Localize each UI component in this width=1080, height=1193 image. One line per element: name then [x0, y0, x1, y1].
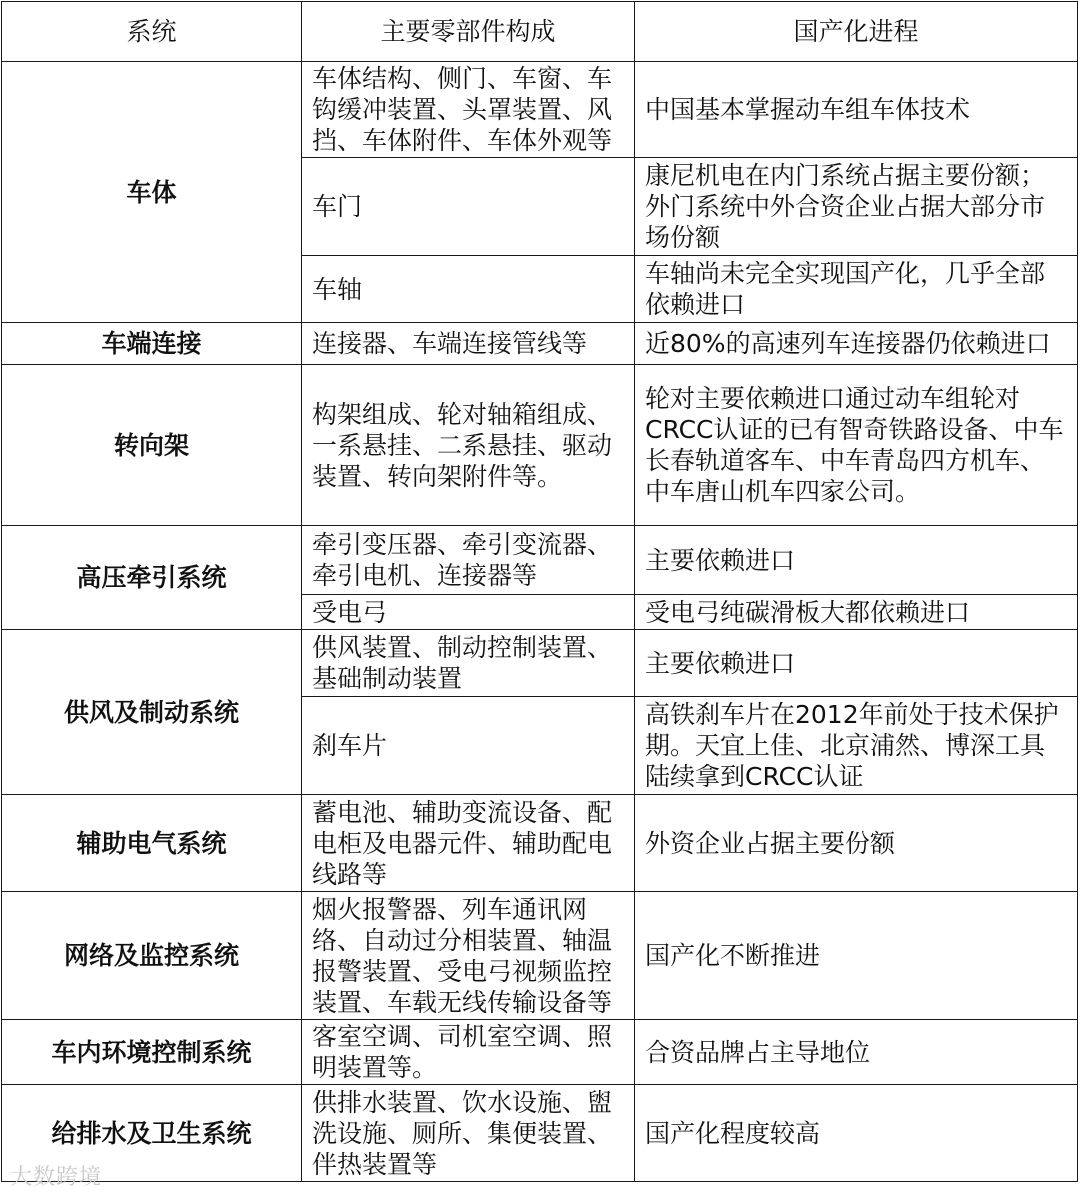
parts-cell: 牵引变压器、牵引变流器、牵引电机、连接器等 [302, 526, 635, 595]
system-cell: 辅助电气系统 [2, 795, 302, 892]
parts-table [1, 1, 1078, 1182]
table-row [2, 365, 1078, 526]
system-cell: 高压牵引系统 [2, 526, 302, 630]
parts-cell: 连接器、车端连接管线等 [302, 323, 635, 365]
system-cell: 车内环境控制系统 [2, 1020, 302, 1085]
system-cell: 车体 [2, 62, 302, 323]
header-parts: 主要零部件构成 [302, 2, 635, 62]
table-row [2, 323, 1078, 365]
parts-cell: 刹车片 [302, 697, 635, 795]
header-system: 系统 [2, 2, 302, 62]
parts-cell: 蓄电池、辅助变流设备、配电柜及电器元件、辅助配电线路等 [302, 795, 635, 892]
system-cell: 车端连接 [2, 323, 302, 365]
progress-cell: 受电弓纯碳滑板大都依赖进口 [635, 595, 1078, 630]
table-row [2, 62, 1078, 158]
parts-cell: 受电弓 [302, 595, 635, 630]
table-row [2, 795, 1078, 892]
system-cell: 网络及监控系统 [2, 892, 302, 1020]
parts-cell: 客室空调、司机室空调、照明装置等。 [302, 1020, 635, 1085]
progress-cell: 车轴尚未完全实现国产化，几乎全部依赖进口 [635, 256, 1078, 323]
progress-cell: 高铁刹车片在2012年前处于技术保护期。天宜上佳、北京浦然、博深工具陆续拿到CRCC认证 [635, 697, 1078, 795]
system-cell: 供风及制动系统 [2, 630, 302, 795]
table-header-row [2, 2, 1078, 62]
system-cell: 给排水及卫生系统 [2, 1085, 302, 1182]
parts-cell: 车门 [302, 158, 635, 256]
table-row [2, 892, 1078, 1020]
parts-cell: 供风装置、制动控制装置、基础制动装置 [302, 630, 635, 697]
table-row [2, 526, 1078, 595]
progress-cell: 外资企业占据主要份额 [635, 795, 1078, 892]
progress-cell: 合资品牌占主导地位 [635, 1020, 1078, 1085]
table-row [2, 1020, 1078, 1085]
parts-cell: 供排水装置、饮水设施、盥洗设施、厕所、集便装置、伴热装置等 [302, 1085, 635, 1182]
system-cell: 转向架 [2, 365, 302, 526]
parts-cell: 烟火报警器、列车通讯网络、自动过分相装置、轴温报警装置、受电弓视频监控装置、车载无线传输设备等 [302, 892, 635, 1020]
table-row [2, 630, 1078, 697]
parts-cell: 车体结构、侧门、车窗、车钩缓冲装置、头罩装置、风挡、车体附件、车体外观等 [302, 62, 635, 158]
progress-cell: 国产化程度较高 [635, 1085, 1078, 1182]
progress-cell: 近80%的高速列车连接器仍依赖进口 [635, 323, 1078, 365]
progress-cell: 中国基本掌握动车组车体技术 [635, 62, 1078, 158]
parts-cell: 车轴 [302, 256, 635, 323]
progress-cell: 国产化不断推进 [635, 892, 1078, 1020]
parts-cell: 构架组成、轮对轴箱组成、一系悬挂、二系悬挂、驱动装置、转向架附件等。 [302, 365, 635, 526]
table-row [2, 1085, 1078, 1182]
progress-cell: 主要依赖进口 [635, 630, 1078, 697]
progress-cell: 轮对主要依赖进口通过动车组轮对CRCC认证的已有智奇铁路设备、中车长春轨道客车、中车青岛四方机车、中车唐山机车四家公司。 [635, 365, 1078, 526]
watermark: 大数跨境 [10, 1165, 103, 1190]
header-progress: 国产化进程 [635, 2, 1078, 62]
progress-cell: 康尼机电在内门系统占据主要份额；外门系统中外合资企业占据大部分市场份额 [635, 158, 1078, 256]
progress-cell: 主要依赖进口 [635, 526, 1078, 595]
